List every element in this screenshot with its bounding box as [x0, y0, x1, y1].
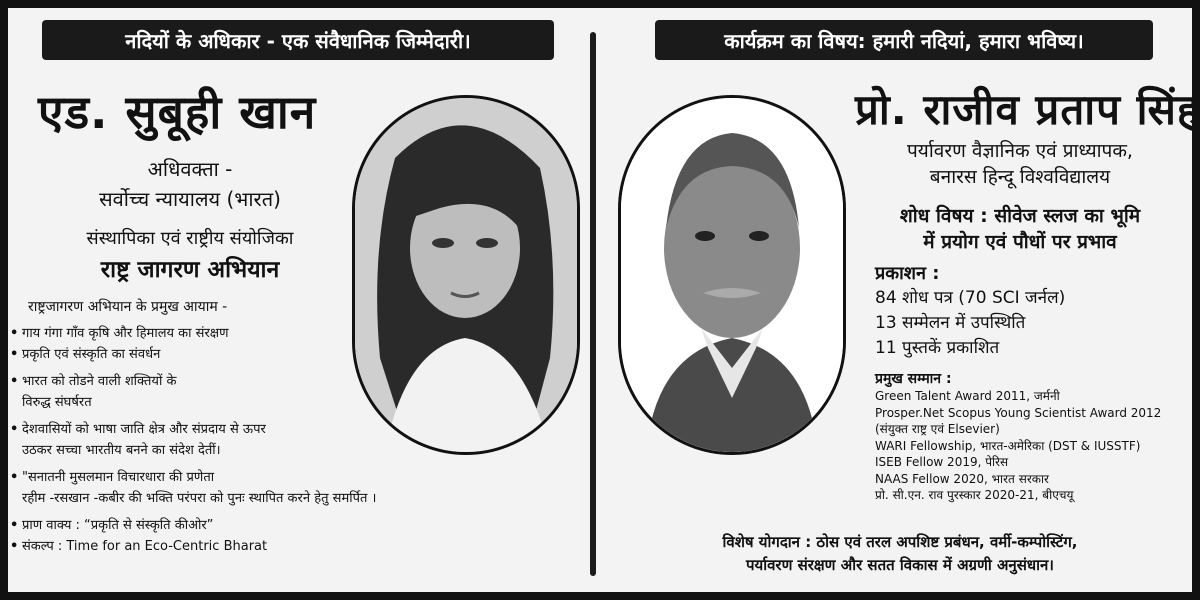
aspect-item: • प्राण वाक्य : “प्रकृति से संस्कृति कीओर”: [10, 515, 340, 536]
publication-item: 84 शोध पत्र (70 SCI जर्नल): [875, 288, 1066, 308]
right-person-photo: [618, 95, 846, 455]
right-banner: कार्यक्रम का विषय: हमारी नदियां, हमारा भविष्य।: [655, 20, 1153, 60]
award-item: NAAS Fellow 2020, भारत सरकार: [875, 471, 1049, 486]
aspect-item: • संकल्प : Time for an Eco-Centric Bharat: [10, 536, 340, 557]
right-title-1: पर्यावरण वैज्ञानिक एवं प्राध्यापक,: [907, 140, 1133, 162]
aspect-item: • देशवासियों को भाषा जाति क्षेत्र और संप्रदाय से ऊपर उठकर सच्चा भारतीय बनने का संदेश देतीं।: [10, 419, 340, 461]
aspects-list: [10, 323, 377, 557]
aspect-item: • प्रकृति एवं संस्कृति का संवर्धन: [10, 344, 340, 365]
left-person-name: एड. सुबूही खान: [38, 85, 317, 139]
aspects-heading: राष्ट्रजागरण अभियान के प्रमुख आयाम -: [28, 299, 228, 315]
award-item: प्रो. सी.एन. राव पुरस्कार 2020-21, बीएचयू: [875, 488, 1074, 502]
center-divider: [590, 32, 596, 576]
award-item: ISEB Fellow 2019, पेरिस: [875, 455, 1009, 469]
awards-list: [875, 388, 1161, 504]
publications-list: [875, 286, 1065, 361]
research-line-1: शोध विषय : सीवेज स्लज का भूमि: [899, 205, 1141, 227]
left-organization: राष्ट्र जागरण अभियान: [100, 257, 280, 283]
awards-heading: प्रमुख सम्मान :: [875, 371, 952, 387]
award-item: Prosper.Net Scopus Young Scientist Award 2012: [875, 405, 1162, 420]
left-banner: नदियों के अधिकार - एक संवैधानिक जिम्मेदारी।: [42, 20, 554, 60]
left-designation-2: सर्वोच्च न्यायालय (भारत): [99, 187, 281, 211]
aspect-item: • भारत को तोडने वाली शक्तियों के विरुद्ध संघर्षरत: [10, 371, 340, 413]
left-person-photo: [352, 95, 580, 455]
publications-heading: प्रकाशन :: [875, 263, 940, 284]
right-title-2: बनारस हिन्दू विश्वविद्यालय: [929, 166, 1111, 188]
aspect-item: • गाय गंगा गाँव कृषि और हिमालय का संरक्षण: [10, 323, 340, 344]
aspect-item: • "सनातनी मुसलमान विचारधारा की प्रणेता रहीम -रसखान -कबीर की भक्ति परंपरा को पुनः स्थापित करने हेतु समर्पित ।: [10, 467, 340, 509]
award-item: (संयुक्त राष्ट्र एवं Elsevier): [875, 422, 1000, 436]
publication-item: 11 पुस्तकें प्रकाशित: [875, 338, 1000, 358]
publication-item: 13 सम्मेलन में उपस्थिति: [875, 313, 1026, 333]
left-designation-1: अधिवक्ता -: [147, 157, 233, 181]
research-line-2: में प्रयोग एवं पौधों पर प्रभाव: [923, 231, 1117, 253]
award-item: WARI Fellowship, भारत-अमेरिका (DST & IUSSTF): [875, 438, 1141, 453]
left-role: संस्थापिका एवं राष्ट्रीय संयोजिका: [86, 228, 294, 249]
contribution-line-1: विशेष योगदान : ठोस एवं तरल अपशिष्ट प्रबंधन, वर्मी-कम्पोस्टिंग,: [722, 533, 1078, 551]
right-person-name: प्रो. राजीव प्रताप सिंह: [855, 85, 1200, 134]
contribution-line-2: पर्यावरण संरक्षण और सतत विकास में अग्रणी अनुसंधान।: [745, 556, 1054, 574]
award-item: Green Talent Award 2011, जर्मनी: [875, 389, 1060, 403]
